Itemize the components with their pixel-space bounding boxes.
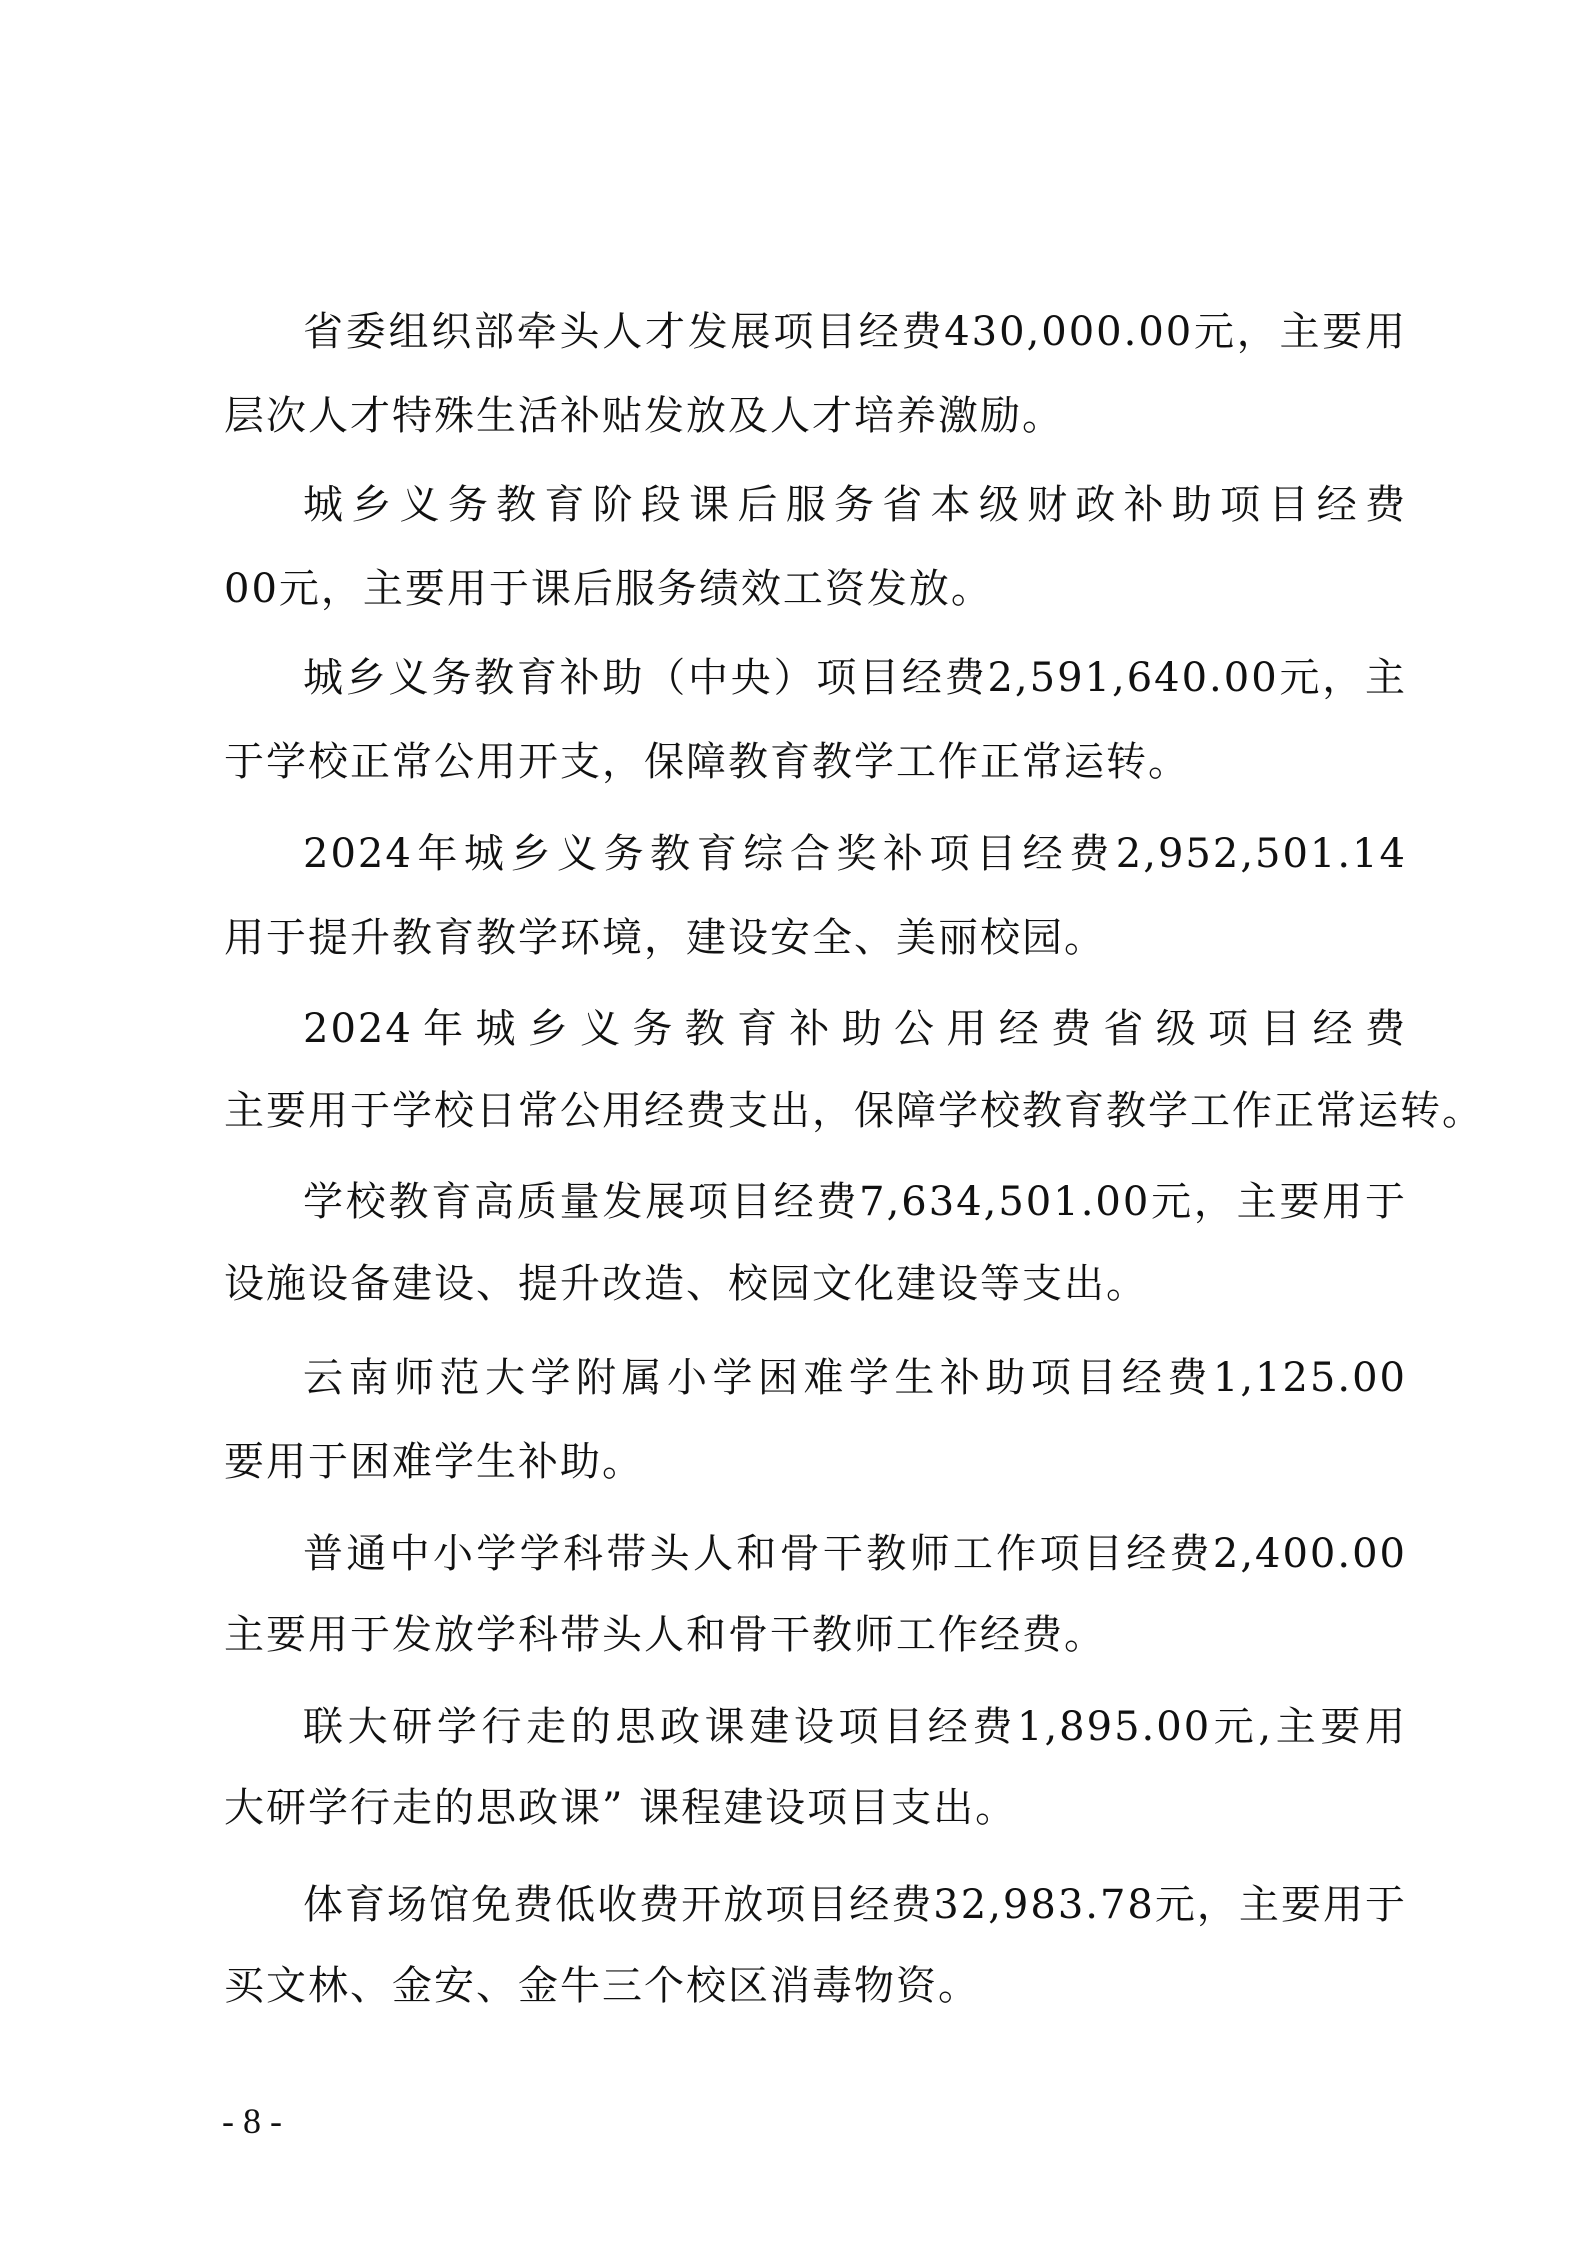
- paragraph-line: 00元，主要用于课后服务绩效工资发放。: [224, 566, 993, 612]
- paragraph-line: 设施设备建设、提升改造、校园文化建设等支出。: [224, 1261, 1148, 1307]
- paragraph-line: 大研学行走的思政课” 课程建设项目支出。: [224, 1785, 1018, 1831]
- paragraph-first-line: 体育场馆免费低收费开放项目经费32,983.78元，主要用于: [303, 1882, 1407, 1928]
- paragraph-line: 于学校正常公用开支，保障教育教学工作正常运转。: [224, 739, 1190, 785]
- paragraph-first-line: 普通中小学学科带头人和骨干教师工作项目经费2,400.00: [303, 1531, 1407, 1577]
- paragraph-first-line: 学校教育高质量发展项目经费7,634,501.00元，主要用于: [303, 1179, 1407, 1225]
- paragraph-line: 要用于困难学生补助。: [224, 1439, 644, 1485]
- paragraph-line: 主要用于学校日常公用经费支出，保障学校教育教学工作正常运转。: [224, 1088, 1484, 1134]
- paragraph-first-line: 云南师范大学附属小学困难学生补助项目经费1,125.00: [303, 1355, 1407, 1401]
- paragraph-first-line: 联大研学行走的思政课建设项目经费1,895.00元,主要用: [303, 1704, 1407, 1750]
- paragraph-first-line: 城乡义务教育补助（中央）项目经费2,591,640.00元，主: [303, 655, 1407, 701]
- paragraph-first-line: 2024年城乡义务教育综合奖补项目经费2,952,501.14: [303, 831, 1407, 877]
- page-number: - 8 -: [222, 2101, 282, 2141]
- paragraph-line: 用于提升教育教学环境，建设安全、美丽校园。: [224, 915, 1106, 961]
- paragraph-first-line: 2024年城乡义务教育补助公用经费省级项目经费: [303, 1006, 1407, 1052]
- paragraph-first-line: 城乡义务教育阶段课后服务省本级财政补助项目经费: [303, 482, 1407, 528]
- paragraph-first-line: 省委组织部牵头人才发展项目经费430,000.00元，主要用: [303, 309, 1407, 355]
- paragraph-line: 层次人才特殊生活补贴发放及人才培养激励。: [224, 393, 1064, 439]
- paragraph-line: 买文林、金安、金牛三个校区消毒物资。: [224, 1963, 980, 2009]
- paragraph-line: 主要用于发放学科带头人和骨干教师工作经费。: [224, 1612, 1106, 1658]
